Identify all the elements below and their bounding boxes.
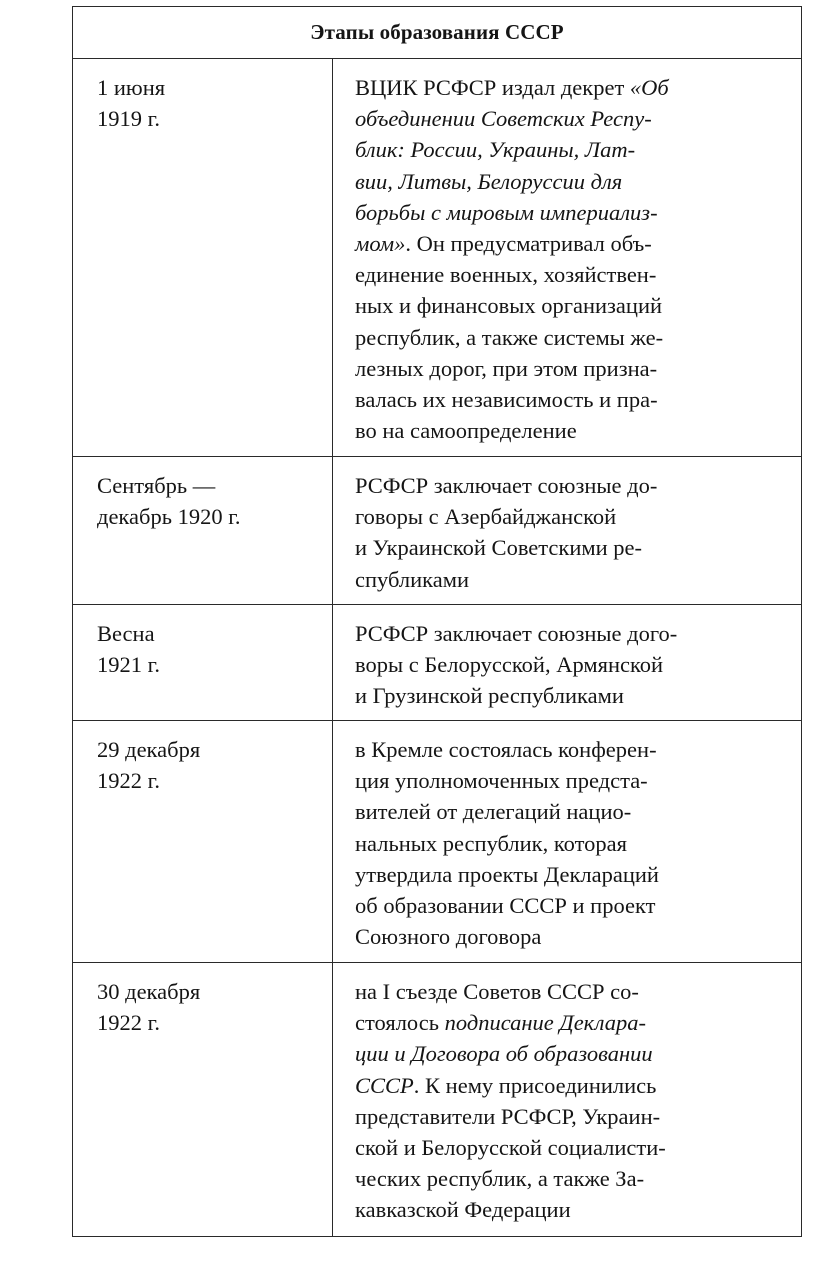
- description-line: и Украинской Советскими ре-: [355, 535, 642, 561]
- description-line: представители РСФСР, Украин-: [355, 1103, 661, 1129]
- date-line: 1919 г.: [97, 106, 160, 132]
- date-line: Весна: [97, 621, 155, 646]
- date-line: 1922 г.: [97, 1010, 160, 1036]
- description-line: ции и Договора об образовании: [355, 1041, 653, 1067]
- stages-table-container: [72, 6, 801, 1237]
- date-line: Сентябрь —: [97, 473, 216, 498]
- description-line: на I съезде Советов СССР со-: [355, 979, 639, 1004]
- table-title: Этапы образования СССР: [73, 7, 802, 59]
- description-line: утвердила проекты Деклараций: [355, 861, 659, 887]
- description-cell: [333, 59, 802, 457]
- description-line: вителей от делегаций нацио-: [355, 799, 632, 825]
- description-line: ческих республик, а также За-: [355, 1166, 645, 1192]
- date-line: 1922 г.: [97, 768, 160, 794]
- description-line: РСФСР заключает союзные дого-: [355, 621, 678, 646]
- date-cell: [73, 457, 333, 605]
- date-line: 29 декабря: [97, 737, 201, 762]
- description-cell: [333, 457, 802, 605]
- description-line: ция уполномоченных предста-: [355, 768, 648, 794]
- table-row: [73, 59, 802, 457]
- description-line: нальных республик, которая: [355, 830, 627, 856]
- description-line: республик, а также системы же-: [355, 324, 664, 350]
- description-line: РСФСР заключает союзные до-: [355, 473, 658, 498]
- description-line: и Грузинской республиками: [355, 683, 624, 709]
- description-line: об образовании СССР и проект: [355, 893, 656, 919]
- date-line: декабрь 1920 г.: [97, 504, 241, 530]
- description-line: вии, Литвы, Белоруссии для: [355, 168, 623, 194]
- date-cell: [73, 963, 333, 1237]
- description-line: в Кремле состоялась конферен-: [355, 737, 657, 762]
- description-cell: [333, 721, 802, 963]
- description-line: во на самоопределение: [355, 418, 577, 444]
- description-line: спубликами: [355, 566, 469, 592]
- table-row: [73, 457, 802, 605]
- description-line: стоялось подписание Деклара-: [355, 1010, 646, 1036]
- description-line: валась их независимость и пра-: [355, 387, 658, 413]
- description-line: Союзного договора: [355, 924, 542, 950]
- description-line: единение военных, хозяйствен-: [355, 262, 657, 288]
- date-line: 1921 г.: [97, 652, 160, 678]
- description-line: ных и финансовых организаций: [355, 293, 663, 319]
- table-header-row: [73, 7, 802, 59]
- description-line: блик: России, Украины, Лат-: [355, 137, 636, 163]
- description-line: воры с Белорусской, Армянской: [355, 652, 664, 678]
- description-line: лезных дорог, при этом призна-: [355, 355, 658, 381]
- description-line: борьбы с мировым империализ-: [355, 199, 658, 225]
- description-cell: [333, 963, 802, 1237]
- description-line: объединении Советских Респу-: [355, 106, 652, 132]
- stages-table: [72, 6, 802, 1237]
- date-cell: [73, 59, 333, 457]
- description-line: ВЦИК РСФСР издал декрет «Об: [355, 75, 669, 100]
- table-row: [73, 963, 802, 1237]
- table-row: [73, 605, 802, 721]
- table-row: [73, 721, 802, 963]
- description-line: ской и Белорусской социалисти-: [355, 1135, 666, 1161]
- date-cell: [73, 605, 333, 721]
- description-line: СССР. К нему присоединились: [355, 1072, 657, 1098]
- description-line: говоры с Азербайджанской: [355, 504, 617, 530]
- date-line: 1 июня: [97, 75, 166, 100]
- date-line: 30 декабря: [97, 979, 201, 1004]
- date-cell: [73, 721, 333, 963]
- description-line: кавказской Федерации: [355, 1197, 571, 1223]
- description-line: мом». Он предусматривал объ-: [355, 231, 652, 257]
- description-cell: [333, 605, 802, 721]
